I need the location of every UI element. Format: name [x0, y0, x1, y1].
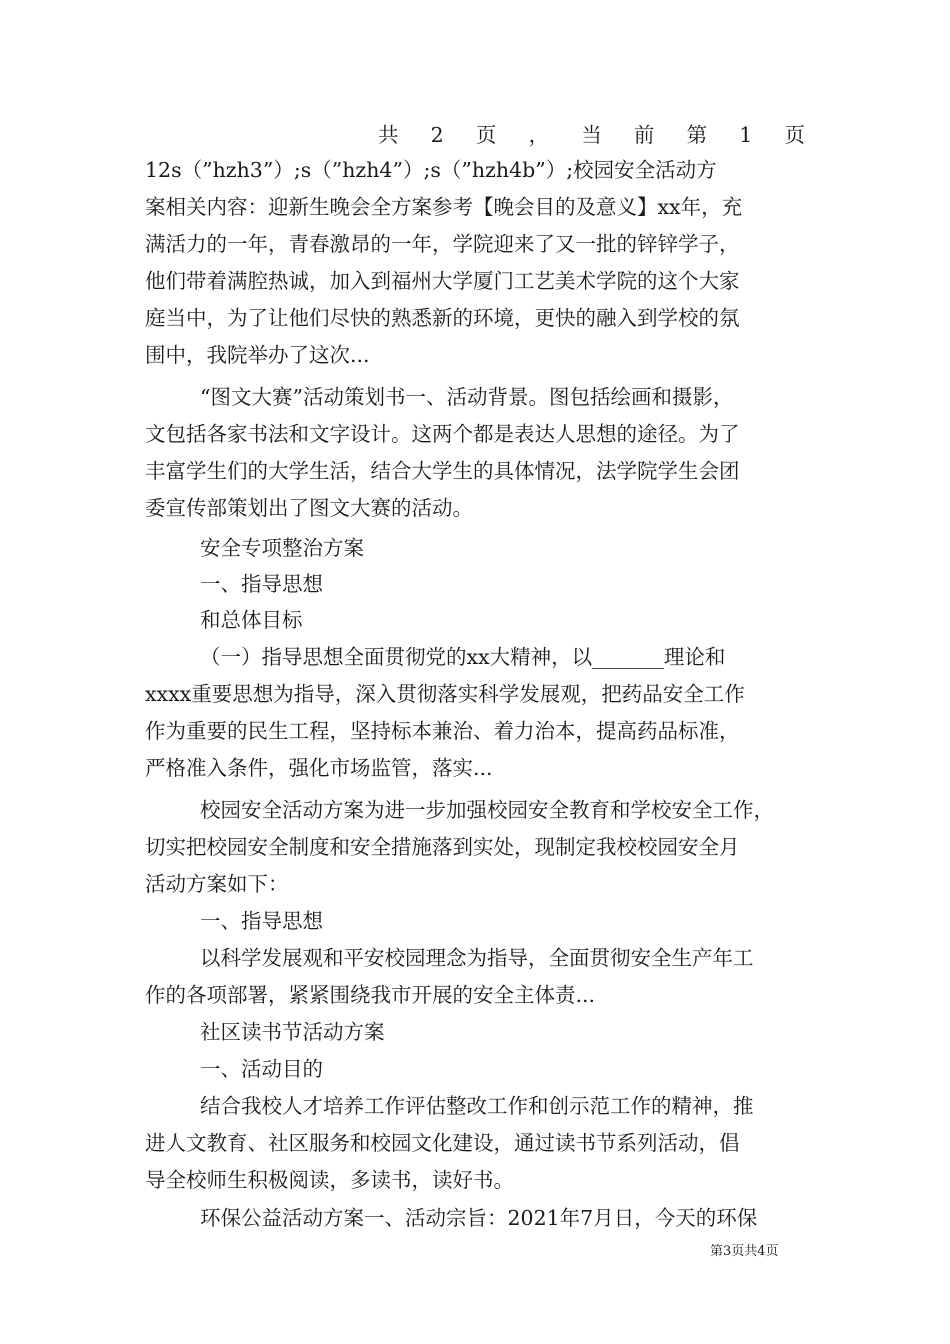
text-line: 结合我校人才培养工作评估整改工作和创示范工作的精神，推: [200, 1094, 754, 1118]
text-line: 12s（”hzh3”）;s（”hzh4”）;s（”hzh4b”）;校园安全活动方: [145, 158, 717, 182]
header-char: 页: [784, 123, 805, 147]
text-line: 作的各项部署，紧紧围绕我市开展的安全主体责...: [145, 983, 596, 1007]
text-line: 围中，我院举办了这次...: [145, 343, 370, 367]
section-heading: 社区读书节活动方案: [200, 1020, 385, 1044]
section-heading: 一、指导思想: [200, 572, 323, 596]
text-line: 以科学发展观和平安校园理念为指导，全面贯彻安全生产年工: [200, 946, 754, 970]
text-line: 严格准入条件，强化市场监管，落实...: [145, 756, 493, 780]
text-line: 环保公益活动方案一、活动宗旨：2021年7月日，今天的环保: [200, 1206, 758, 1230]
header-char: 当: [581, 123, 602, 147]
text-line: 导全校师生积极阅读，多读书，读好书。: [145, 1168, 514, 1192]
section-heading: 一、指导思想: [200, 909, 323, 933]
text-line: 进人文教育、社区服务和校园文化建设，通过读书节系列活动，倡: [145, 1131, 740, 1155]
text-line: 文包括各家书法和文字设计。这两个都是表达人思想的途径。为了: [145, 422, 740, 446]
section-heading: 和总体目标: [200, 608, 303, 632]
text-line: “图文大赛”活动策划书一、活动背景。图包括绘画和摄影，: [200, 385, 734, 409]
text-line: 切实把校园安全制度和安全措施落到实处，现制定我校校园安全月: [145, 835, 740, 859]
text-line: 庭当中，为了让他们尽快的熟悉新的环境，更快的融入到学校的氛: [145, 306, 740, 330]
page-footer: 第3页共4页: [710, 1244, 779, 1259]
header-char: ，: [528, 123, 550, 147]
header-char: 共: [378, 123, 399, 147]
text-line: （一）指导思想全面贯彻党的xx大精神，以_______理论和: [200, 645, 726, 669]
section-heading: 一、活动目的: [200, 1057, 323, 1081]
header-char: 前: [633, 123, 655, 147]
text-line: xxxx重要思想为指导，深入贯彻落实科学发展观，把药品安全工作: [145, 682, 745, 706]
text-line: 委宣传部策划出了图文大赛的活动。: [145, 496, 473, 520]
header-char: 第: [686, 123, 708, 147]
text-line: 他们带着满腔热诚，加入到福州大学厦门工艺美术学院的这个大家: [145, 269, 740, 293]
header-char: 1: [739, 123, 753, 147]
header-char: 2: [430, 123, 444, 147]
text-line: 满活力的一年，青春激昂的一年，学院迎来了又一批的锌锌学子，: [145, 232, 740, 256]
page-count-header: [378, 117, 805, 153]
text-line: 案相关内容：迎新生晚会全方案参考【晚会目的及意义】xx年，充: [145, 195, 743, 219]
header-char: 页: [475, 123, 497, 147]
text-line: 校园安全活动方案为进一步加强校园安全教育和学校安全工作，: [200, 798, 774, 822]
text-line: 作为重要的民生工程，坚持标本兼治、着力治本，提高药品标准，: [145, 719, 740, 743]
text-line: 丰富学生们的大学生活，结合大学生的具体情况，法学院学生会团: [145, 459, 740, 483]
section-heading: 安全专项整治方案: [200, 536, 364, 560]
text-line: 活动方案如下：: [145, 872, 289, 896]
